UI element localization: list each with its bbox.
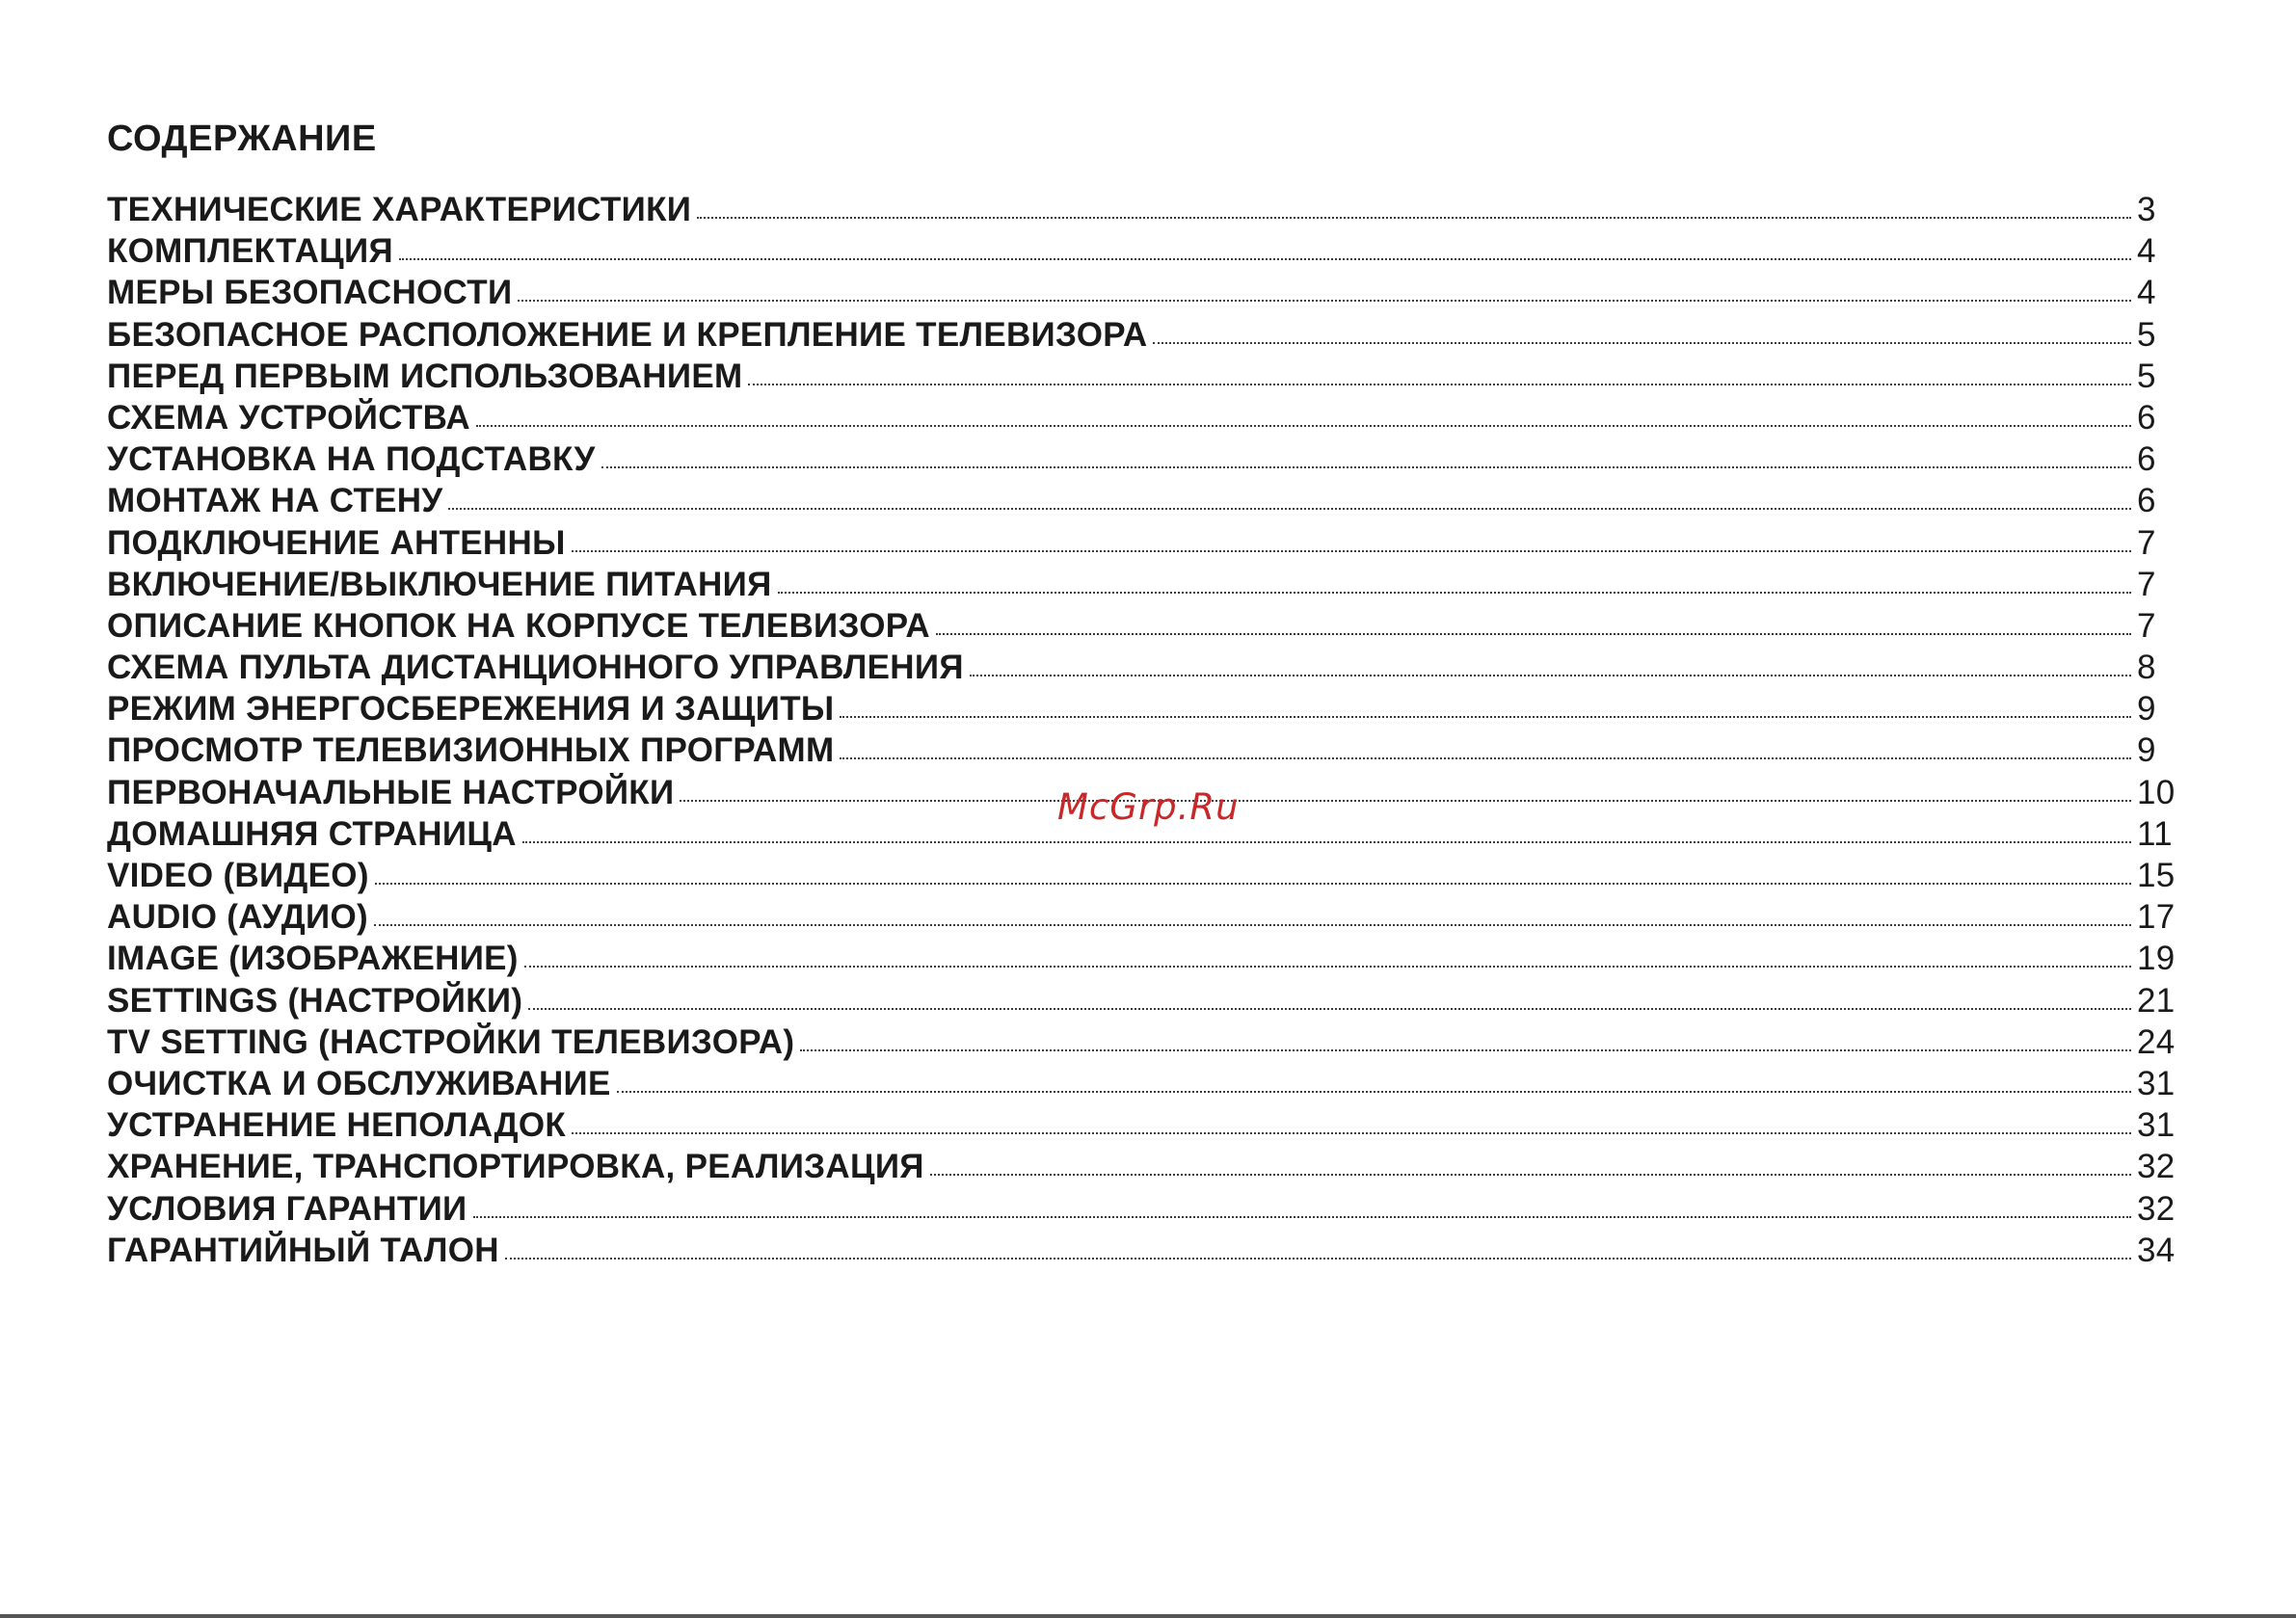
toc-entry-title: ПЕРВОНАЧАЛЬНЫЕ НАСТРОЙКИ — [107, 773, 675, 811]
page-title: СОДЕРЖАНИЕ — [107, 119, 377, 160]
toc-entry-title: МЕРЫ БЕЗОПАСНОСТИ — [107, 274, 513, 312]
toc-entry-page-number: 21 — [2137, 981, 2176, 1020]
toc-dot-leader — [374, 923, 2131, 926]
watermark: McGrp.Ru — [1057, 786, 1240, 828]
toc-entry[interactable] — [107, 898, 2189, 940]
toc-entry-page-number: 7 — [2137, 523, 2156, 562]
toc-dot-leader — [518, 299, 2131, 302]
toc-entry-title: ХРАНЕНИЕ, ТРАНСПОРТИРОВКА, РЕАЛИЗАЦИЯ — [107, 1148, 924, 1186]
toc-dot-leader — [476, 424, 2131, 427]
toc-entry-page-number: 34 — [2137, 1231, 2176, 1269]
toc-entry-page-number: 6 — [2137, 482, 2156, 520]
toc-dot-leader — [936, 632, 2131, 635]
toc-dot-leader — [572, 549, 2131, 552]
toc-entry-title: ТЕХНИЧЕСКИЕ ХАРАКТЕРИСТИКИ — [107, 191, 692, 228]
toc-entry[interactable] — [107, 482, 2189, 523]
toc-entry-page-number: 15 — [2137, 857, 2176, 894]
toc-dot-leader — [505, 1257, 2131, 1260]
toc-entry-page-number: 32 — [2137, 1189, 2176, 1228]
toc-entry-title: ПОДКЛЮЧЕНИЕ АНТЕННЫ — [107, 523, 566, 562]
toc-dot-leader — [601, 465, 2131, 468]
toc-entry-title: ДОМАШНЯЯ СТРАНИЦА — [107, 814, 517, 853]
toc-entry-page-number: 11 — [2137, 814, 2173, 853]
toc-dot-leader — [528, 1007, 2131, 1010]
toc-dot-leader — [524, 965, 2131, 968]
footer-divider — [0, 1614, 2296, 1618]
toc-entry[interactable] — [107, 358, 2189, 399]
toc-entry-page-number: 5 — [2137, 357, 2156, 395]
toc-entry[interactable] — [107, 1106, 2189, 1148]
toc-entry[interactable] — [107, 1148, 2189, 1189]
toc-entry-title: VIDEO (ВИДЕО) — [107, 857, 369, 894]
toc-entry-title: СХЕМА УСТРОЙСТВА — [107, 398, 470, 437]
toc-entry[interactable] — [107, 232, 2189, 274]
toc-dot-leader — [375, 882, 2131, 885]
toc-dot-leader — [399, 257, 2131, 260]
toc-entry-page-number: 6 — [2137, 398, 2156, 437]
toc-entry-page-number: 10 — [2137, 773, 2176, 811]
toc-entry[interactable] — [107, 690, 2189, 731]
toc-entry-page-number: 6 — [2137, 440, 2156, 479]
toc-entry-page-number: 31 — [2137, 1064, 2176, 1102]
toc-entry-page-number: 24 — [2137, 1022, 2176, 1061]
toc-entry-title: AUDIO (АУДИО) — [107, 898, 368, 937]
toc-entry-title: ПЕРЕД ПЕРВЫМ ИСПОЛЬЗОВАНИЕМ — [107, 357, 743, 395]
toc-entry[interactable] — [107, 982, 2189, 1023]
toc-dot-leader — [970, 674, 2131, 676]
toc-dot-leader — [473, 1215, 2132, 1218]
toc-entry-title: SETTINGS (НАСТРОЙКИ) — [107, 981, 523, 1020]
toc-entry[interactable] — [107, 1232, 2189, 1273]
toc-entry[interactable] — [107, 566, 2189, 607]
toc-entry-title: IMAGE (ИЗОБРАЖЕНИЕ) — [107, 940, 519, 978]
toc-dot-leader — [930, 1173, 2131, 1176]
toc-dot-leader — [840, 715, 2131, 718]
toc-dot-leader — [448, 507, 2131, 510]
toc-dot-leader — [748, 383, 2131, 385]
toc-entry[interactable] — [107, 649, 2189, 690]
toc-entry-page-number: 4 — [2137, 274, 2156, 312]
toc-entry-title: СХЕМА ПУЛЬТА ДИСТАНЦИОННОГО УПРАВЛЕНИЯ — [107, 649, 964, 687]
toc-entry-page-number: 19 — [2137, 940, 2176, 978]
toc-entry-title: МОНТАЖ НА СТЕНУ — [107, 482, 443, 520]
toc-entry[interactable] — [107, 731, 2189, 773]
toc-entry-page-number: 7 — [2137, 606, 2156, 645]
toc-entry[interactable] — [107, 274, 2189, 315]
toc-entry-page-number: 17 — [2137, 898, 2176, 937]
toc-entry-page-number: 32 — [2137, 1148, 2176, 1186]
toc-entry[interactable] — [107, 1065, 2189, 1106]
toc-entry-title: КОМПЛЕКТАЦИЯ — [107, 232, 393, 271]
toc-entry-title: ПРОСМОТР ТЕЛЕВИЗИОННЫХ ПРОГРАММ — [107, 731, 835, 770]
toc-entry-title: УСЛОВИЯ ГАРАНТИИ — [107, 1189, 467, 1228]
toc-entry-page-number: 8 — [2137, 649, 2156, 687]
toc-entry-page-number: 5 — [2137, 315, 2156, 354]
toc-dot-leader — [778, 591, 2131, 594]
toc-dot-leader — [1153, 341, 2131, 344]
toc-entry[interactable] — [107, 1023, 2189, 1065]
toc-entry-page-number: 7 — [2137, 565, 2156, 603]
toc-entry-title: ГАРАНТИЙНЫЙ ТАЛОН — [107, 1231, 499, 1269]
toc-entry-title: УСТРАНЕНИЕ НЕПОЛАДОК — [107, 1106, 567, 1145]
toc-entry-page-number: 3 — [2137, 191, 2156, 228]
toc-entry[interactable] — [107, 399, 2189, 440]
toc-entry-page-number: 31 — [2137, 1106, 2176, 1145]
toc-entry-page-number: 9 — [2137, 731, 2156, 770]
toc-entry[interactable] — [107, 524, 2189, 566]
toc-dot-leader — [800, 1048, 2131, 1051]
toc-entry[interactable] — [107, 1190, 2189, 1232]
toc-entry-title: ОПИСАНИЕ КНОПОК НА КОРПУСЕ ТЕЛЕВИЗОРА — [107, 606, 930, 645]
toc-entry[interactable] — [107, 440, 2189, 482]
toc-entry-title: УСТАНОВКА НА ПОДСТАВКУ — [107, 440, 596, 479]
toc-entry[interactable] — [107, 191, 2189, 232]
toc-entry[interactable] — [107, 607, 2189, 649]
toc-entry-title: РЕЖИМ ЭНЕРГОСБЕРЕЖЕНИЯ И ЗАЩИТЫ — [107, 690, 835, 729]
toc-entry-page-number: 9 — [2137, 690, 2156, 729]
toc-dot-leader — [572, 1131, 2131, 1134]
table-of-contents — [107, 191, 2189, 1273]
toc-entry[interactable] — [107, 857, 2189, 898]
toc-entry[interactable] — [107, 940, 2189, 981]
toc-dot-leader — [840, 756, 2131, 759]
toc-dot-leader — [617, 1090, 2131, 1093]
toc-entry[interactable] — [107, 316, 2189, 358]
toc-dot-leader — [522, 840, 2131, 843]
toc-entry-title: ОЧИСТКА И ОБСЛУЖИВАНИЕ — [107, 1064, 611, 1102]
toc-entry-title: TV SETTING (НАСТРОЙКИ ТЕЛЕВИЗОРА) — [107, 1022, 795, 1061]
toc-entry-title: ВКЛЮЧЕНИЕ/ВЫКЛЮЧЕНИЕ ПИТАНИЯ — [107, 565, 772, 603]
toc-dot-leader — [697, 216, 2131, 219]
toc-entry-title: БЕЗОПАСНОЕ РАСПОЛОЖЕНИЕ И КРЕПЛЕНИЕ ТЕЛЕВИЗОРА — [107, 315, 1148, 354]
toc-entry-page-number: 4 — [2137, 232, 2156, 271]
toc-dot-leader — [680, 799, 2131, 802]
